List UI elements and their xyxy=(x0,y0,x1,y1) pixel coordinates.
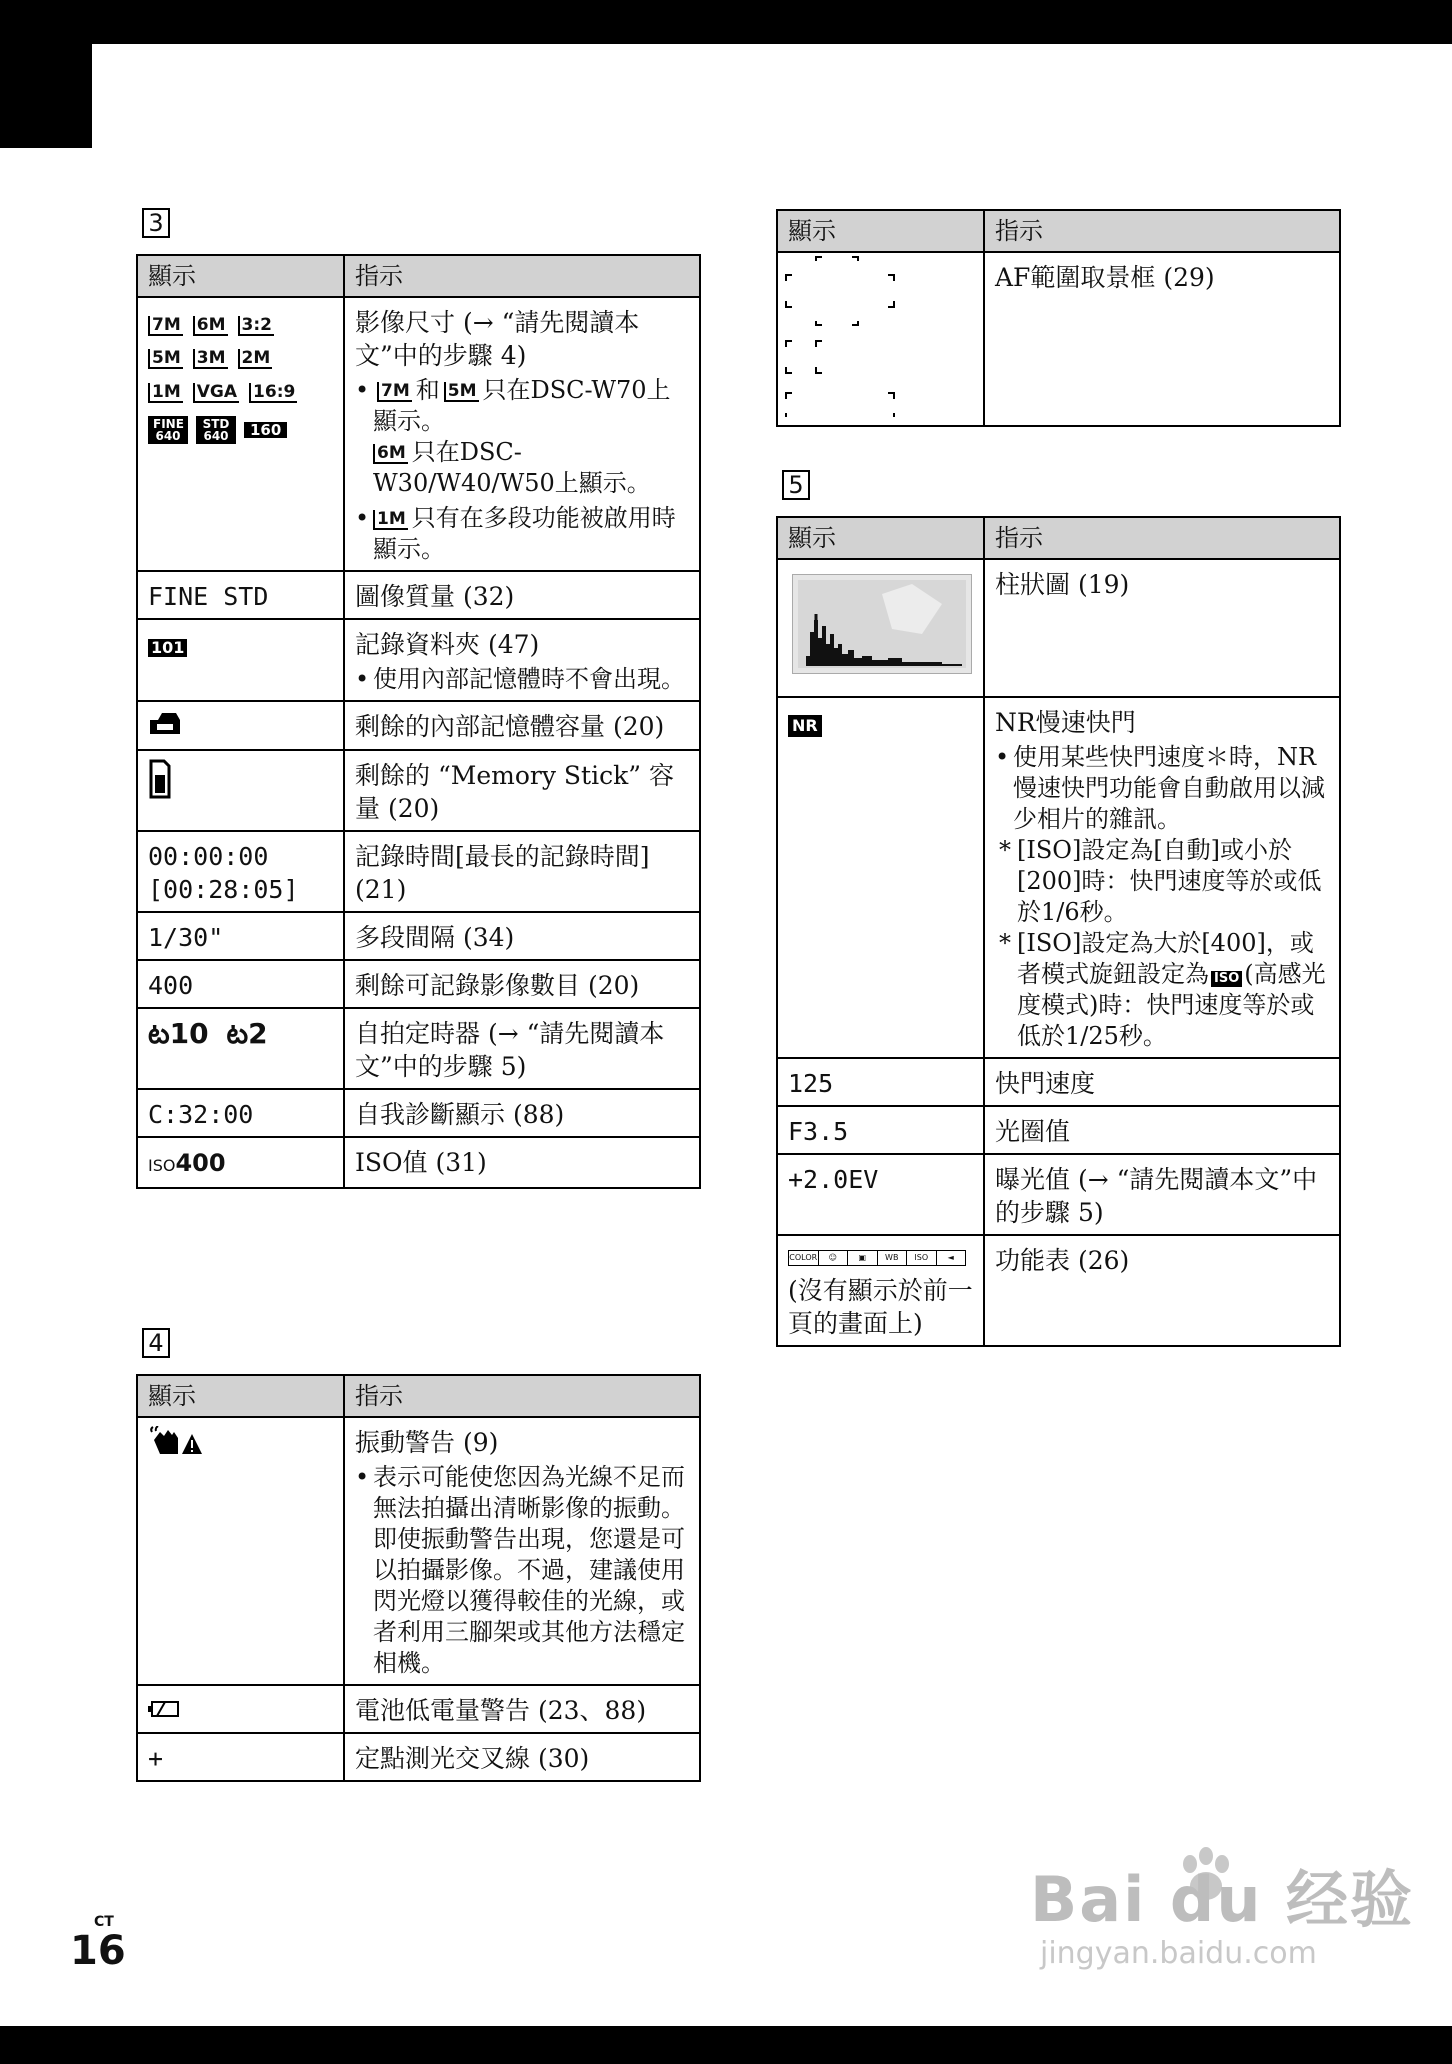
nr-cell xyxy=(777,697,984,1058)
text: 400 xyxy=(175,1149,226,1177)
vibration-desc: 振動警告 (9) xyxy=(355,1428,499,1457)
image-size-cell xyxy=(344,297,700,571)
text: 10 xyxy=(169,1017,209,1050)
high-sensitivity-icon: ISO xyxy=(1211,971,1242,987)
vibration-note: • 表示可能使您因為光線不足而無法拍攝出清晰影像的振動。即使振動警告出現，您還是可以拍攝影像。不過，建議使用閃光燈以獲得較佳的光線，或者利用三腳架或其他方法穩定相機。 xyxy=(355,1462,689,1679)
menu-desc: 功能表 (26) xyxy=(984,1235,1340,1346)
memory-stick-desc: 剩餘的 “Memory Stick” 容量 (20) xyxy=(344,750,700,831)
internal-memory-desc: 剩餘的內部記憶體容量 (20) xyxy=(344,701,700,750)
section-3-number: 3 xyxy=(142,208,170,238)
size-5m-icon: 5M xyxy=(148,349,183,369)
folder-desc: 記錄資料夾 (47) xyxy=(355,630,540,659)
table-row xyxy=(137,1685,700,1733)
nr-desc: NR慢速快門 xyxy=(995,708,1136,737)
size-7m-icon: 7M xyxy=(377,382,412,402)
self-timer-10-icon: ట10 xyxy=(148,1017,209,1050)
section-5-number: 5 xyxy=(782,470,810,500)
page-number: 16 xyxy=(70,1928,126,1974)
spot-metering-display: + xyxy=(137,1733,344,1781)
col-display-header: 顯示 xyxy=(777,517,984,559)
folder-icon: 101 xyxy=(148,639,187,657)
menu-display-note: (沒有顯示於前一頁的畫面上) xyxy=(788,1276,973,1338)
recording-time-desc: 記錄時間[最長的記錄時間] (21) xyxy=(344,831,700,912)
low-battery-icon xyxy=(148,1699,182,1719)
text: 只在DSC-W30/W40/W50上顯示。 xyxy=(373,438,651,497)
text: 和 xyxy=(415,376,440,404)
menu-arrow-icon: ◄ xyxy=(947,1253,954,1262)
table-row xyxy=(137,1008,700,1089)
top-black-bar xyxy=(0,0,1452,44)
image-size-desc: 影像尺寸 (→ “請先閱讀本文”中的步驟 4) xyxy=(355,308,640,370)
aperture-desc: 光圈值 xyxy=(984,1106,1340,1154)
image-size-icons xyxy=(137,297,344,571)
menu-iso-icon: ISO xyxy=(907,1251,937,1265)
remaining-images-desc: 剩餘可記錄影像數目 (20) xyxy=(344,960,700,1008)
table-row xyxy=(137,960,700,1008)
table-row xyxy=(137,912,700,960)
menu-cell xyxy=(777,1235,984,1346)
exposure-display: +2.0EV xyxy=(777,1154,984,1235)
text: ISO xyxy=(148,1156,176,1175)
table-row xyxy=(137,1137,700,1188)
burst-interval-display: 1/30" xyxy=(137,912,344,960)
size-1m-icon: 1M xyxy=(373,510,408,530)
vibration-cell-desc xyxy=(344,1417,700,1685)
exposure-desc: 曝光值 (→ “請先閱讀本文”中的步驟 5) xyxy=(984,1154,1340,1235)
aperture-display: F3.5 xyxy=(777,1106,984,1154)
watermark-logo: Bai du 经验 xyxy=(1030,1863,1415,1936)
table-row xyxy=(137,1733,700,1781)
nr-cell-desc xyxy=(984,697,1340,1058)
col-display-header: 顯示 xyxy=(777,210,984,252)
table-header xyxy=(137,1375,700,1417)
folder-note: • 使用內部記憶體時不會出現。 xyxy=(355,664,689,695)
shutter-speed-display: 125 xyxy=(777,1058,984,1106)
memory-stick-icon xyxy=(148,759,172,799)
af-frame-cell xyxy=(777,252,984,426)
size-vga-icon: VGA xyxy=(193,383,239,403)
menu-color-icon: COLOR xyxy=(789,1251,819,1265)
col-indication-header: 指示 xyxy=(344,255,700,297)
menu-bar-icon xyxy=(788,1250,966,1266)
shutter-speed-desc: 快門速度 xyxy=(984,1058,1340,1106)
self-timer-desc: 自拍定時器 (→ “請先閱讀本文”中的步驟 5) xyxy=(344,1008,700,1089)
menu-wb-icon: WB xyxy=(878,1251,908,1265)
table-row xyxy=(777,697,1340,1058)
col-indication-header: 指示 xyxy=(984,210,1340,252)
table-row xyxy=(777,1058,1340,1106)
af-frame-desc: AF範圍取景框 (29) xyxy=(984,252,1340,426)
iso-icon xyxy=(148,1149,226,1177)
size-3m-icon: 3M xyxy=(193,349,228,369)
internal-memory-icon xyxy=(148,710,182,736)
table-row xyxy=(777,1106,1340,1154)
iso-cell xyxy=(137,1137,344,1188)
af-frame-table xyxy=(776,209,1341,427)
nr-slow-shutter-icon: NR xyxy=(788,715,822,737)
self-timer-2-icon: ట2 xyxy=(226,1017,268,1050)
quality-desc: 圖像質量 (32) xyxy=(344,571,700,619)
menu-metering-icon: ▣ xyxy=(848,1251,878,1265)
col-display-header: 顯示 xyxy=(137,255,344,297)
folder-cell-desc xyxy=(344,619,700,701)
iso-desc: ISO值 (31) xyxy=(344,1137,700,1188)
size-2m-icon: 2M xyxy=(238,349,273,369)
table-row xyxy=(777,1154,1340,1235)
remaining-images-display: 400 xyxy=(137,960,344,1008)
table-row xyxy=(777,252,1340,426)
table-row xyxy=(777,559,1340,697)
histogram-image xyxy=(792,574,972,674)
text: [00:28:05] xyxy=(148,875,299,904)
size-7m-icon: 7M xyxy=(148,316,183,336)
col-indication-header: 指示 xyxy=(984,517,1340,559)
internal-memory-cell xyxy=(137,701,344,750)
table-row xyxy=(137,571,700,619)
corner-black-tab xyxy=(0,0,92,148)
menu-face-icon: ☺ xyxy=(819,1251,849,1265)
self-diagnosis-display: C:32:00 xyxy=(137,1089,344,1137)
section-5-table xyxy=(776,516,1341,1347)
quality-display: FINE STD xyxy=(137,571,344,619)
size-6m-icon: 6M xyxy=(193,316,228,336)
text: [ISO]設定為大於[400]，或者模式旋鈕設定為 xyxy=(1017,929,1314,988)
memory-stick-cell xyxy=(137,750,344,831)
table-row xyxy=(137,701,700,750)
bottom-black-bar xyxy=(0,2026,1452,2064)
size-6m-icon: 6M xyxy=(373,444,408,464)
section-3-table xyxy=(136,254,701,1189)
size-1m-icon: 1M xyxy=(148,383,183,403)
col-indication-header: 指示 xyxy=(344,1375,700,1417)
table-row xyxy=(137,1417,700,1685)
image-size-note-2 xyxy=(355,503,689,565)
camera-shake-warning-icon xyxy=(148,1426,204,1458)
table-row xyxy=(137,750,700,831)
text: 00:00:00 xyxy=(148,842,269,871)
table-row xyxy=(137,619,700,701)
burst-interval-desc: 多段間隔 (34) xyxy=(344,912,700,960)
size-160-icon: 160 xyxy=(244,422,287,438)
size-16-9-icon: 16:9 xyxy=(249,383,297,403)
text: 只有在多段功能被啟用時顯示。 xyxy=(373,504,676,563)
table-header xyxy=(777,210,1340,252)
table-row xyxy=(137,297,700,571)
folder-cell xyxy=(137,619,344,701)
col-display-header: 顯示 xyxy=(137,1375,344,1417)
watermark-url: jingyan.baidu.com xyxy=(1040,1936,1317,1971)
spot-metering-desc: 定點測光交叉線 (30) xyxy=(344,1733,700,1781)
vibration-cell xyxy=(137,1417,344,1685)
histogram-desc: 柱狀圖 (19) xyxy=(984,559,1340,697)
text: 2 xyxy=(248,1017,268,1050)
size-3-2-icon: 3:2 xyxy=(238,316,274,336)
battery-desc: 電池低電量警告 (23、88) xyxy=(344,1685,700,1733)
nr-footnote-1: * [ISO]設定為[自動]或小於[200]時：快門速度等於或低於1/6秒。 xyxy=(999,835,1329,928)
recording-time-display xyxy=(137,831,344,912)
histogram-cell xyxy=(777,559,984,697)
battery-cell xyxy=(137,1685,344,1733)
table-header xyxy=(137,255,700,297)
table-row xyxy=(777,1235,1340,1346)
self-timer-cell xyxy=(137,1008,344,1089)
table-row xyxy=(137,1089,700,1137)
table-row xyxy=(137,831,700,912)
std-640-icon: STD 640 xyxy=(196,416,236,444)
text: (高感光度模式)時：快門速度等於或低於1/25秒。 xyxy=(1017,960,1326,1050)
table-header xyxy=(777,517,1340,559)
language-code: CT xyxy=(94,1914,114,1930)
size-5m-icon: 5M xyxy=(444,382,479,402)
nr-footnote-2 xyxy=(999,928,1329,1052)
af-frame-icon xyxy=(778,253,978,417)
nr-note: • 使用某些快門速度＊時，NR慢速快門功能會自動啟用以減少相片的雜訊。 xyxy=(995,742,1329,835)
fine-640-icon: FINE 640 xyxy=(148,416,188,444)
section-4-table xyxy=(136,1374,701,1782)
image-size-note-1 xyxy=(355,375,689,499)
text: 只在DSC-W70上顯示。 xyxy=(373,376,671,435)
self-diagnosis-desc: 自我診斷顯示 (88) xyxy=(344,1089,700,1137)
section-4-number: 4 xyxy=(142,1328,170,1358)
